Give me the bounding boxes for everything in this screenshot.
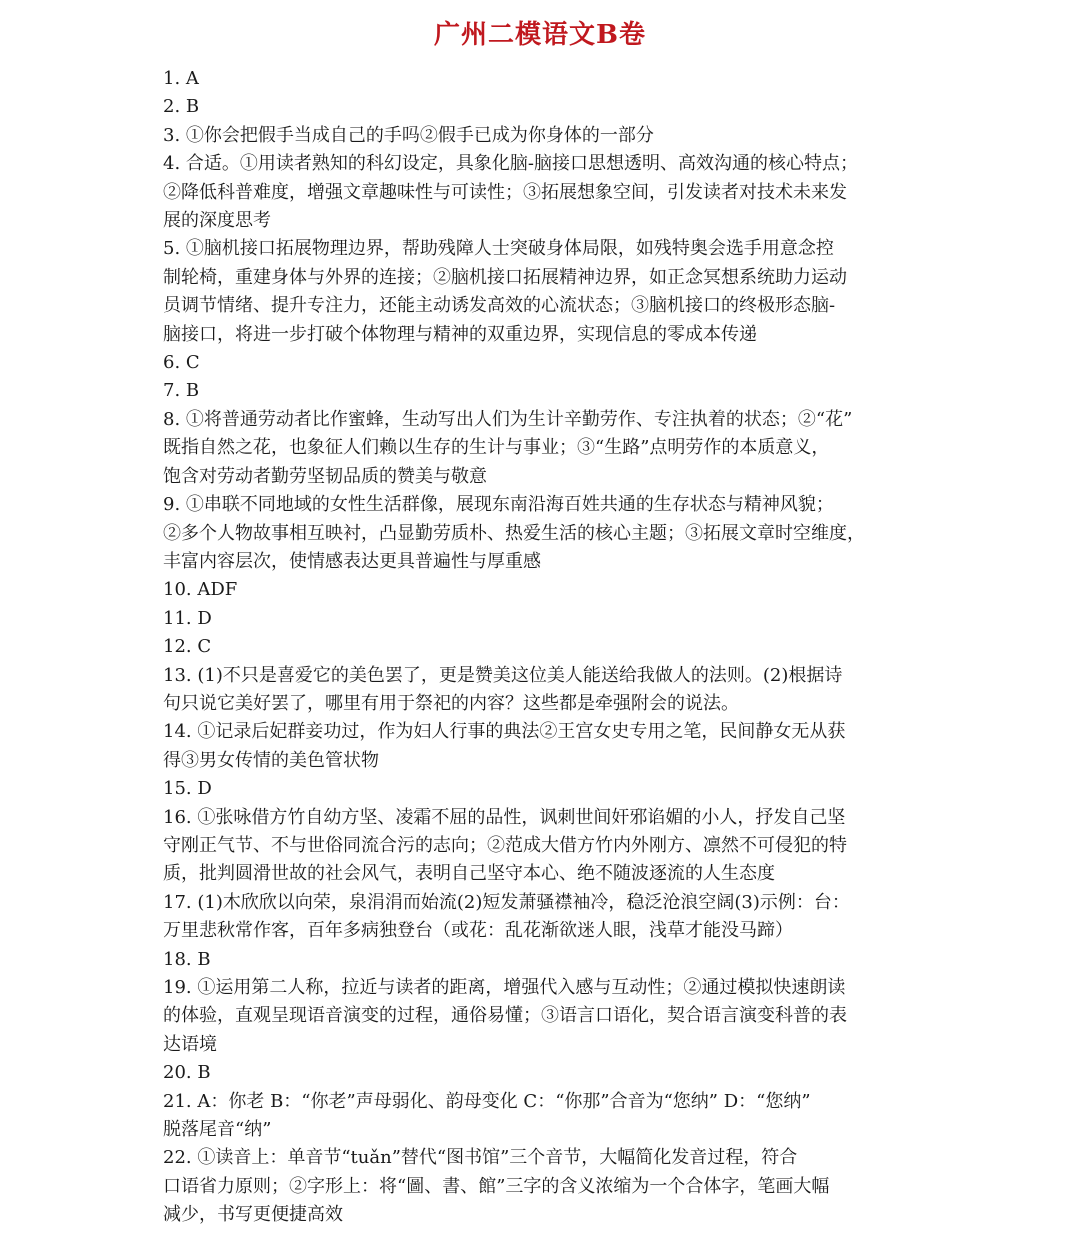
answer-item <box>163 718 923 775</box>
answer-list <box>163 65 923 1230</box>
answer-item <box>163 491 923 576</box>
answer-line: 达语境 <box>163 1033 217 1055</box>
answer-line: 脑接口，将进一步打破个体物理与精神的双重边界，实现信息的零成本传递 <box>163 323 757 345</box>
answer-line: 4. 合适。①用读者熟知的科幻设定，具象化脑-脑接口思想透明、高效沟通的核心特点； <box>163 153 858 175</box>
answer-item <box>163 406 923 491</box>
answer-line: 1. A <box>163 68 199 89</box>
answer-line: 7. B <box>163 380 200 402</box>
answer-line: 制轮椅，重建身体与外界的连接；②脑机接口拓展精神边界，如正念冥想系统助力运动 <box>163 266 847 288</box>
answer-line: 口语省力原则；②字形上：将“圖、書、館”三字的含义浓缩为一个合体字，笔画大幅 <box>163 1175 830 1197</box>
answer-item <box>163 65 923 93</box>
answer-line: 10. ADF <box>163 579 238 601</box>
answer-line: 句只说它美好罢了，哪里有用于祭祀的内容？这些都是牵强附会的说法。 <box>163 692 739 714</box>
answer-line: 2. B <box>163 96 200 118</box>
answer-item <box>163 804 923 889</box>
answer-line: 万里悲秋常作客，百年多病独登台（或花：乱花渐欲迷人眼，浅草才能没马蹄） <box>163 920 793 942</box>
answer-line: 的体验，直观呈现语音演变的过程，通俗易懂；③语言口语化，契合语言演变科普的表 <box>163 1005 847 1027</box>
answer-line: 21. A：你老 B：“你老”声母弱化、韵母变化 C：“你那”合音为“您纳” D：“您纳” <box>163 1090 811 1112</box>
answer-line: 既指自然之花，也象征人们赖以生存的生计与事业；③“生路”点明劳作的本质意义， <box>163 437 830 459</box>
answer-line: 14. ①记录后妃群妾功过，作为妇人行事的典法②王宫女史专用之笔，民间静女无从获 <box>163 721 846 743</box>
answer-item <box>163 974 923 1059</box>
answer-line: 15. D <box>163 778 212 800</box>
answer-line: 守刚正气节、不与世俗同流合污的志向；②范成大借方竹内外刚方、凛然不可侵犯的特 <box>163 834 847 856</box>
answer-line: 19. ①运用第二人称，拉近与读者的距离，增强代入感与互动性；②通过模拟快速朗读 <box>163 977 846 998</box>
answer-item <box>163 605 923 633</box>
answer-item <box>163 150 923 235</box>
answer-line: 8. ①将普通劳动者比作蜜蜂，生动写出人们为生计辛勤劳作、专注执着的状态；②“花” <box>163 408 853 430</box>
answer-item <box>163 662 923 719</box>
answer-item <box>163 93 923 121</box>
answer-line: ②多个人物故事相互映衬，凸显勤劳质朴、热爱生活的核心主题；③拓展文章时空维度， <box>163 522 865 544</box>
answer-line: 3. ①你会把假手当成自己的手吗②假手已成为你身体的一部分 <box>163 124 654 146</box>
answer-item <box>163 349 923 377</box>
answer-line: 脱落尾音“纳” <box>163 1119 272 1141</box>
answer-line: 质，批判圆滑世故的社会风气，表明自己坚守本心、绝不随波逐流的人生态度 <box>163 863 775 885</box>
answer-line: ②降低科普难度，增强文章趣味性与可读性；③拓展想象空间，引发读者对技术未来发 <box>163 181 847 203</box>
answer-item <box>163 946 923 974</box>
answer-line: 18. B <box>163 948 211 970</box>
answer-line: 22. ①读音上：单音节“tuǎn”替代“图书馆”三个音节，大幅简化发音过程，符合 <box>163 1147 798 1169</box>
answer-line: 5. ①脑机接口拓展物理边界，帮助残障人士突破身体局限，如残特奥会选手用意念控 <box>163 238 834 260</box>
answer-item <box>163 122 923 150</box>
answer-line: 员调节情绪、提升专注力，还能主动诱发高效的心流状态；③脑机接口的终极形态脑- <box>163 295 836 317</box>
answer-item <box>163 1088 923 1145</box>
answer-line: 16. ①张咏借方竹自幼方坚、凌霜不屈的品性，讽刺世间奸邪谄媚的小人，抒发自己坚 <box>163 806 846 828</box>
answer-line: 12. C <box>163 636 212 658</box>
answer-item <box>163 1059 923 1087</box>
document-title: 广州二模语文B卷 <box>434 20 646 50</box>
answer-line: 13. (1)不只是喜爱它的美色罢了，更是赞美这位美人能送给我做人的法则。(2)根据诗 <box>163 664 843 686</box>
answer-line: 饱含对劳动者勤劳坚韧品质的赞美与敬意 <box>163 465 487 487</box>
answer-line: 20. B <box>163 1062 211 1084</box>
answer-item <box>163 576 923 604</box>
answer-line: 减少，书写更便捷高效 <box>163 1204 343 1226</box>
answer-line: 展的深度思考 <box>163 210 271 232</box>
answer-item <box>163 633 923 661</box>
answer-item <box>163 235 923 349</box>
answer-item <box>163 377 923 405</box>
answer-line: 6. C <box>163 352 200 374</box>
answer-line: 9. ①串联不同地域的女性生活群像，展现东南沿海百姓共通的生存状态与精神风貌； <box>163 494 834 516</box>
answer-line: 17. (1)木欣欣以向荣，泉涓涓而始流(2)短发萧骚襟袖冷，稳泛沧浪空阔(3)示例：台： <box>163 891 850 913</box>
answer-item <box>163 1144 923 1229</box>
answer-line: 丰富内容层次，使情感表达更具普遍性与厚重感 <box>163 550 541 572</box>
answer-line: 11. D <box>163 607 212 629</box>
answer-item <box>163 889 923 946</box>
answer-item <box>163 775 923 803</box>
answer-line: 得③男女传情的美色管状物 <box>163 749 379 771</box>
